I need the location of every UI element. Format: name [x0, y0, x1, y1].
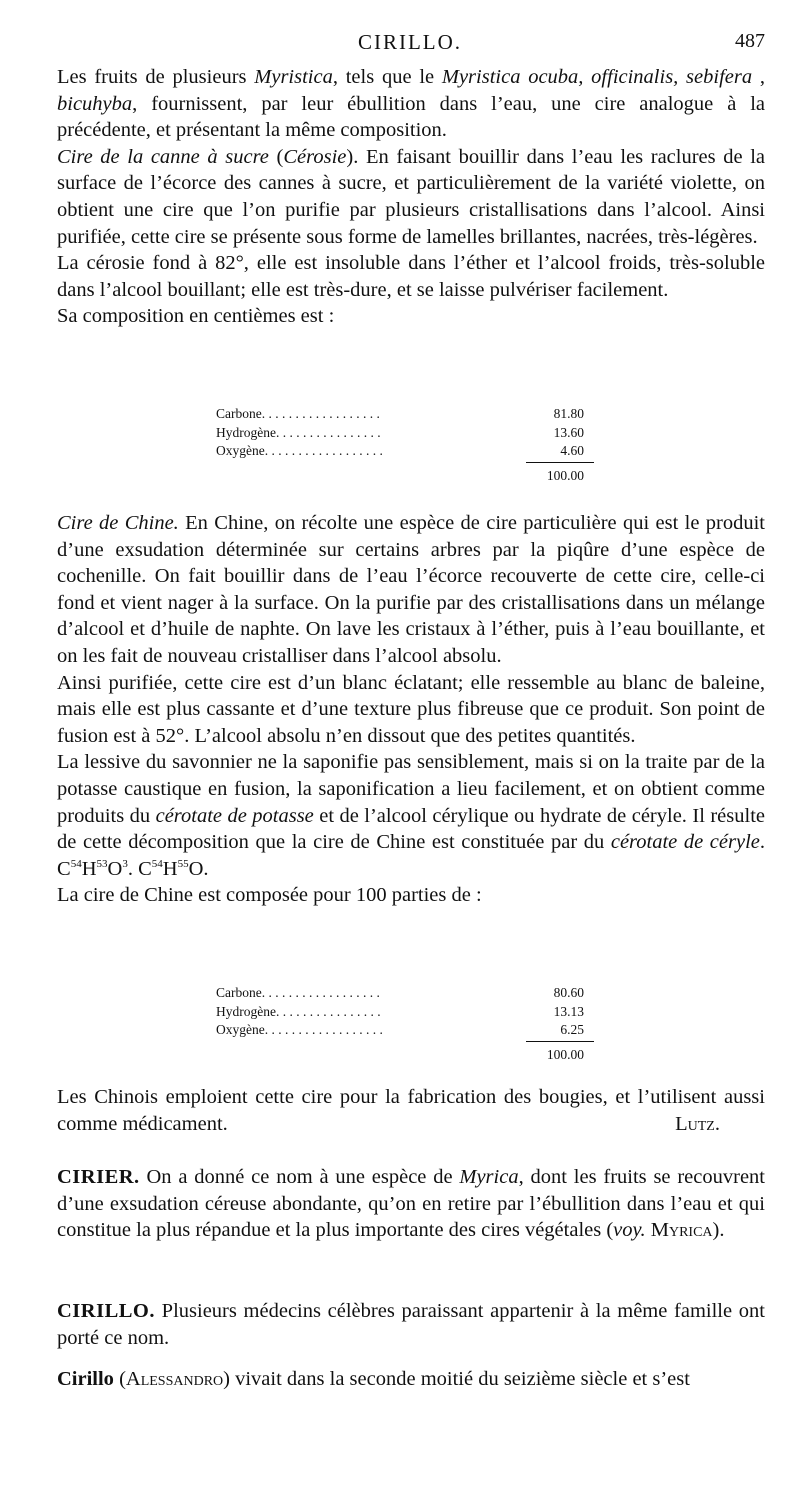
sum-rule	[526, 462, 594, 463]
text-block-1	[57, 64, 765, 330]
text-block-4	[57, 1164, 765, 1244]
table-row: Carbone. . . . . . . . . . . . . . . . . . 80.60	[216, 985, 584, 1000]
paragraph-cerosie: Cire de la canne à sucre (Cérosie). En faisant bouillir dans l’eau les raclures de la surface de l’écorce des cannes à sucre, et particulièrement de la variété violette, on obtient une cire que l’on purifie par plusieurs cristallisations dans l’alcool. Ainsi purifiée, cette cire se présente sous forme de lamelles brillantes, nacrées, très-légères.	[57, 145, 766, 248]
table-row: Hydrogène. . . . . . . . . . . . . . . . 13.13	[216, 1003, 584, 1019]
entry-subheading: Cirillo	[57, 1368, 114, 1390]
page-number: 487	[735, 30, 765, 52]
table-row: Oxygène. . . . . . . . . . . . . . . . . . 4.60	[216, 443, 584, 458]
paragraph-saponification: La lessive du savonnier ne la saponifie pas sensiblement, mais si on la traite par de la potasse caustique en fusion, la saponification a lieu facilement, et on obtient comme produits du cérotate de potasse et de l’alcool cérylique ou hydrate de céryle. Il résulte de cette décomposition que la cire de Chine est constituée par du cérotate de céryle. $C^{54}H^{53}O^3$. $C^{54}H^{55}O$.	[57, 751, 765, 880]
table-row: Hydrogène. . . . . . . . . . . . . . . . 13.60	[216, 424, 584, 440]
table-total-row: 100.00	[546, 467, 584, 483]
text-block-5	[57, 1298, 765, 1351]
table-total-row: 100.00	[546, 1046, 584, 1062]
paragraph-usage: Les Chinois emploient cette cire pour la fabrication des bougies, et l’utilisent aussi comme médicament. Lutz.	[57, 1084, 765, 1137]
entry-cirillo: CIRILLO. Plusieurs médecins célèbres paraissant appartenir à la même famille ont porté ce nom.	[57, 1300, 765, 1349]
table-row: Oxygène. . . . . . . . . . . . . . . . . . 6.25	[216, 1022, 584, 1037]
paragraph-myristica: Les fruits de plusieurs Myristica, tels que le Myristica ocuba, officinalis, sebifera , bicuhyba, fournissent, par leur ébullition dans l’eau, une cire analogue à la précédente, et présentant la même composition.	[57, 66, 765, 142]
entry-cirier: CIRIER. On a donné ce nom à une espèce de Myrica, dont les fruits se recouvrent d’une exsudation céreuse abondante, qu’on en retire par l’ébullition dans l’eau et qui constitue la plus répandue et la plus importante des cires végétales (voy. Myrica).	[57, 1166, 765, 1242]
entry-cirillo-alessandro: Cirillo (Alessandro) vivait dans la seconde moitié du seizième siècle et s’est	[57, 1368, 690, 1390]
composition-table-cire-de-chine	[216, 984, 596, 1064]
text-block-2	[57, 510, 765, 909]
text-block-3	[57, 1084, 765, 1137]
entry-heading: CIRILLO.	[57, 1300, 155, 1322]
table-row: Carbone. . . . . . . . . . . . . . . . . . 81.80	[216, 406, 584, 421]
text-block-6	[57, 1366, 765, 1393]
author-signature: Lutz.	[675, 1112, 720, 1135]
entry-heading: CIRIER.	[57, 1166, 140, 1188]
paragraph-purification: Ainsi purifiée, cette cire est d’un blanc éclatant; elle ressemble au blanc de baleine, mais elle est plus cassante et d’une texture plus fibreuse que ce produit. Son point de fusion est à 52°. L’alcool absolu n’en dissout que des petites quantités.	[57, 671, 765, 747]
paragraph-cerosie-properties: La cérosie fond à 82°, elle est insoluble dans l’éther et l’alcool froids, très-soluble dans l’alcool bouillant; elle est très-dure, et se laisse pulvériser facilement.	[57, 252, 765, 301]
page-header	[55, 30, 765, 58]
paragraph-composition-intro-2: La cire de Chine est composée pour 100 parties de :	[57, 884, 482, 907]
composition-table-cerosie	[216, 405, 596, 485]
paragraph-cire-de-chine: Cire de Chine. En Chine, on récolte une espèce de cire particulière qui est le produit d’une exsudation déterminée sur certains arbres par la piqûre d’une espèce de cochenille. On fait bouillir dans de l’eau l’écorce recouverte de cette cire, celle-ci fond et vient nager à la surface. On la purifie par des cristallisations dans un mélange d’alcool et d’huile de naphte. On lave les cristaux à l’éther, puis à l’eau bouillante, et on les fait de nouveau cristalliser dans l’alcool absolu.	[57, 512, 765, 667]
running-title: CIRILLO.	[357, 30, 463, 54]
paragraph-composition-intro: Sa composition en centièmes est :	[57, 305, 335, 328]
sum-rule	[526, 1041, 594, 1042]
